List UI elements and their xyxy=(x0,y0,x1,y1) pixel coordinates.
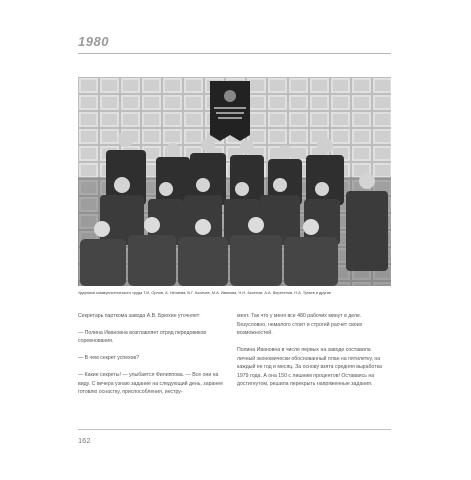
photo-caption: Ударники коммунистического труда Т.И. Орлов, А. Нечаева, В.Г. Косачев, М.А. Иванова, Н.Н. Аксенов, А.А. Веретенов, Н.А. Тугаев и другие xyxy=(78,290,332,295)
page-number: 162 xyxy=(78,436,91,445)
paragraph: Секретарь парткома завода А.В. Брюхин уточняет: xyxy=(78,313,201,319)
paragraph: — Полина Ивановна возглавляет отряд передовиков соревнования. xyxy=(78,329,206,345)
paragraph: мент. Так что у меня все 480 рабочих минут в деле. Безусловно, немалого стоит и строгий расчет своих возможностей. xyxy=(237,313,363,337)
text-column-left xyxy=(78,312,230,405)
text-column-right xyxy=(237,312,389,397)
paragraph: Полина Ивановна в числе первых на заводе составила личный экономически обоснованный план на пятилетку, на каждый ее год и месяц. За основу взята средняя выработка 1979 года. А она 150 с лишним процентов! Оставаясь на достигнутом, решила перекрыть напряженные задания. xyxy=(237,346,382,388)
group-photo-image xyxy=(78,77,391,286)
footer-divider xyxy=(78,429,391,430)
group-photo xyxy=(78,77,391,286)
paragraph: — В чем секрет успехов? xyxy=(78,355,140,362)
paragraph: — Какие секреты! — улыбается Филиппова. — Все они на виду. С вечера узнаю задание на следующий день, заранее готовлю оснастку, приспособления, инстру- xyxy=(78,371,223,396)
header-divider xyxy=(78,53,391,54)
chapter-year-heading: 1980 xyxy=(78,34,109,49)
